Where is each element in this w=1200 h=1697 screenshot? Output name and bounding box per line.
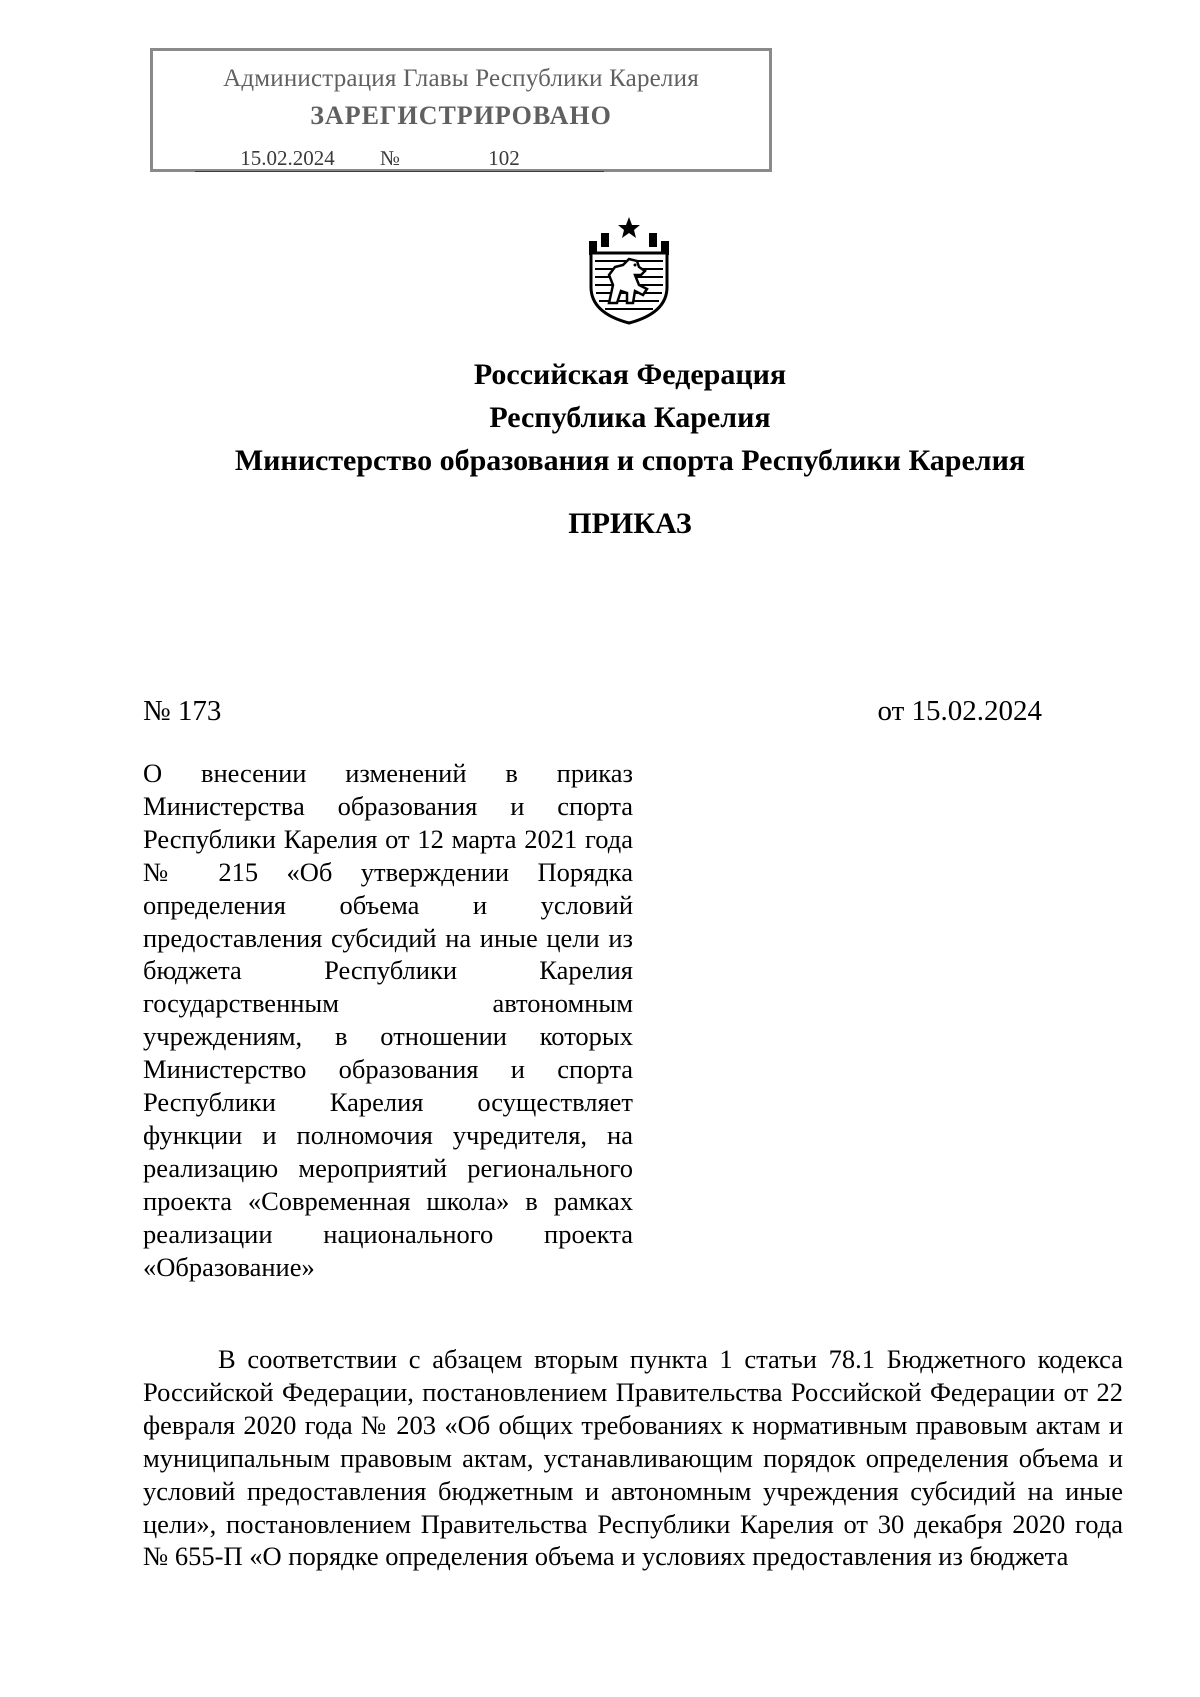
document-type: ПРИКАЗ (568, 507, 692, 540)
stamp-reg-no-label: № (380, 146, 404, 172)
coat-of-arms-icon (583, 215, 675, 325)
registration-stamp (150, 48, 772, 172)
stamp-reg-date: 15.02.2024 (195, 146, 380, 172)
country-name: Российская Федерация (473, 358, 787, 391)
ministry-name: Министерство образования и спорта Республики Карелия (234, 444, 1026, 477)
stamp-status: ЗАРЕГИСТРИРОВАНО (310, 101, 612, 130)
stamp-organization: Администрация Главы Республики Карелия (223, 65, 699, 92)
order-subject: О внесении изменений в приказ Министерства образования и спорта Республики Карелия от 12 марта 2021 года № 215 «Об утверждении Порядка определения объема и условий предоставления субсидий на иные цели из бюджета Республики Карелия государственным автономным учреждениям, в отношении которых Министерство образования и спорта Республики Карелия осуществляет функции и полномочия учредителя, на реализацию мероприятий регионального проекта «Современная школа» в рамках реализации национального проекта «Образование» (143, 758, 633, 1282)
order-date: от 15.02.2024 (877, 695, 1042, 727)
order-body-paragraph: В соответствии с абзацем вторым пункта 1 статьи 78.1 Бюджетного кодекса Российской Федерации, постановлением Правительства Российской Федерации от 22 февраля 2020 года № 203 «Об общих требованиях к нормативным правовым актам и муниципальным правовым актам, устанавливающим порядок определения объема и условий предоставления бюджетным и автономным учреждения субсидий на иные цели», постановлением Правительства Республики Карелия от 30 декабря 2020 года № 655-П «О порядке определения объема и условиях предоставления из бюджета (143, 1344, 1123, 1572)
stamp-reg-no: 102 (404, 146, 604, 172)
region-name: Республика Карелия (489, 401, 771, 434)
order-number: № 173 (143, 695, 222, 727)
stamp-registration-line (195, 146, 604, 172)
